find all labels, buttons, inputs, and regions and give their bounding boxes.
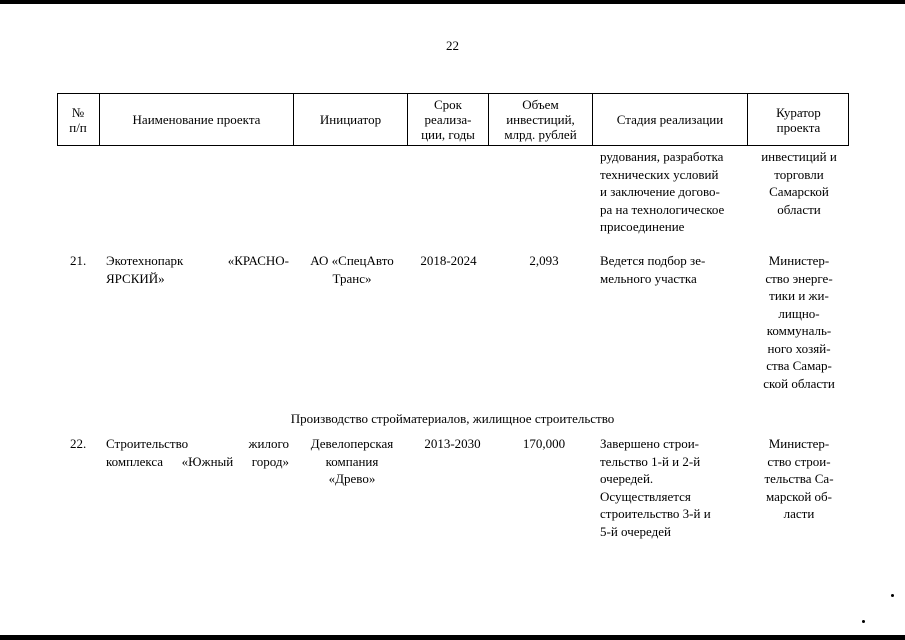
header-initiator-label: Инициатор bbox=[319, 112, 382, 127]
header-number bbox=[57, 93, 100, 146]
row-21-number: 21. bbox=[70, 253, 87, 268]
continuation-curator: инвестиций и торговли Самарской области bbox=[761, 149, 837, 217]
row-21-curator: Министер- ство энерге- тики и жи- лищно- коммуналь- ного хозяй- ства Самар- ской области bbox=[763, 253, 835, 391]
page-number: 22 bbox=[446, 38, 459, 53]
row-22-number: 22. bbox=[70, 436, 87, 451]
row-21-term: 2018-2024 bbox=[420, 253, 477, 268]
row-21-volume: 2,093 bbox=[529, 253, 559, 268]
row-22-stage: Завершено строи- тельство 1-й и 2-й очередей. Осуществляется строительство 3-й и 5-й очередей bbox=[600, 436, 711, 539]
row-22-initiator: Девелоперская компания «Древо» bbox=[310, 436, 394, 486]
row-22-project-name: Строительство жилого комплекса «Южный город» bbox=[106, 436, 289, 469]
header-term bbox=[408, 93, 489, 146]
header-volume bbox=[489, 93, 593, 146]
header-initiator bbox=[294, 93, 408, 146]
row-22-volume: 170,000 bbox=[522, 436, 566, 451]
row-21-project-name: Экотехнопарк «КРАСНО- ЯРСКИЙ» bbox=[106, 253, 289, 286]
row-21-initiator: АО «СпецАвто Транс» bbox=[310, 253, 394, 286]
scan-speck bbox=[891, 594, 894, 597]
header-stage-label: Стадия реализации bbox=[616, 112, 724, 127]
header-term-label: Срок реализа- ции, годы bbox=[421, 97, 475, 142]
section-title: Производство стройматериалов, жилищное строительство bbox=[290, 411, 615, 426]
continuation-stage: рудования, разработка технических условий и заключение догово- ра на технологическое присоединение bbox=[600, 149, 725, 234]
page-bottom-border bbox=[0, 635, 905, 640]
row-21-stage: Ведется подбор зе- мельного участка bbox=[600, 253, 706, 286]
row-22-term: 2013-2030 bbox=[424, 436, 481, 451]
header-project-name bbox=[100, 93, 294, 146]
header-stage bbox=[593, 93, 748, 146]
row-22-curator: Министер- ство строи- тельства Са- марской об- ласти bbox=[764, 436, 834, 521]
header-curator-label: Куратор проекта bbox=[776, 104, 821, 135]
header-project-name-label: Наименование проекта bbox=[132, 112, 261, 127]
header-number-label: № п/п bbox=[69, 104, 87, 135]
scan-speck bbox=[862, 620, 865, 623]
page-top-border bbox=[0, 0, 905, 4]
header-volume-label: Объем инвестиций, млрд. рублей bbox=[504, 97, 577, 142]
header-curator bbox=[748, 93, 849, 146]
